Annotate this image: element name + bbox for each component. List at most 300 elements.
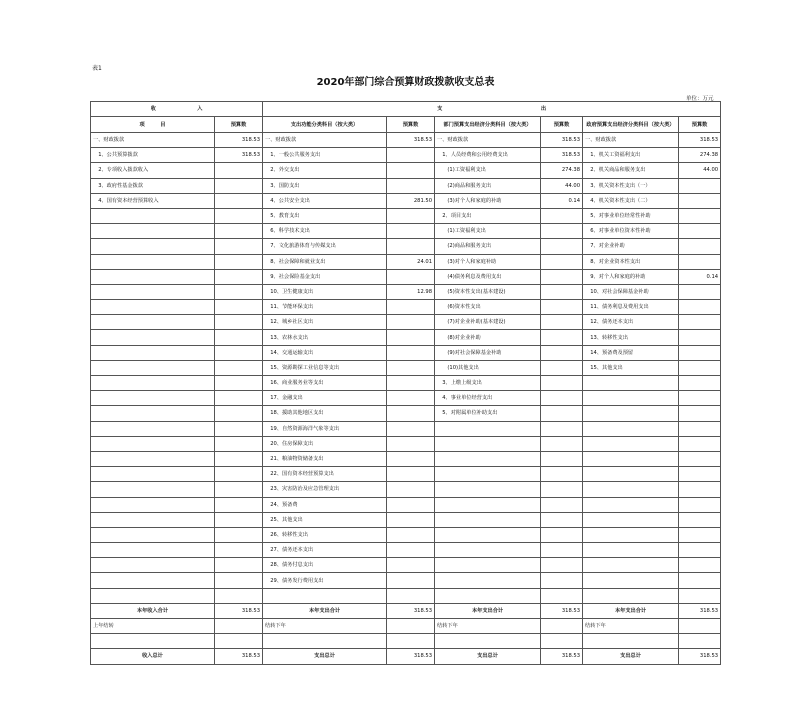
function-item-cell: 24、预备费: [263, 497, 387, 512]
dept-econ-item-cell: 4、事业单位经营支出: [435, 391, 541, 406]
dept-econ-budget-cell: [541, 254, 583, 269]
income-budget-cell: [215, 254, 263, 269]
dept-econ-item-cell: (7)对企业补助(基本建设): [435, 315, 541, 330]
function-item-cell: 19、自然资源海洋气象等支出: [263, 421, 387, 436]
income-item-cell: [91, 254, 215, 269]
carry-forward-label: 结转下年: [583, 619, 679, 634]
income-item-cell: [91, 467, 215, 482]
dept-econ-item-cell: 5、对附属单位补助支出: [435, 406, 541, 421]
income-budget-cell: [215, 300, 263, 315]
expense-grand-total-label: 支出总计: [263, 649, 387, 664]
income-budget-cell: [215, 315, 263, 330]
dept-econ-budget-cell: [541, 497, 583, 512]
dept-econ-item-cell: (2)商品和服务支出: [435, 239, 541, 254]
function-item-cell: 1、一般公共服务支出: [263, 148, 387, 163]
carry-forward-label: 结转下年: [263, 619, 387, 634]
function-item-cell: 12、城乡社区支出: [263, 315, 387, 330]
income-budget-cell: [215, 360, 263, 375]
income-budget-cell: [215, 163, 263, 178]
dept-econ-budget-cell: [541, 451, 583, 466]
dept-econ-item-cell: (5)资本性支出(基本建设): [435, 284, 541, 299]
function-budget-cell: [387, 163, 435, 178]
gov-econ-budget-cell: [679, 239, 721, 254]
function-item-cell: 2、外交支出: [263, 163, 387, 178]
function-budget-cell: [387, 558, 435, 573]
table-row: [91, 527, 721, 542]
table-number: 表1: [92, 65, 102, 72]
function-budget-cell: [387, 588, 435, 603]
function-item-cell: 5、教育支出: [263, 208, 387, 223]
empty-cell: [215, 619, 263, 634]
income-budget-cell: [215, 482, 263, 497]
dept-econ-item-cell: 1、人员经费和公用经费支出: [435, 148, 541, 163]
dept-econ-budget-cell: [541, 467, 583, 482]
gov-econ-item-cell: 15、其他支出: [583, 360, 679, 375]
income-budget-cell: [215, 224, 263, 239]
income-budget-cell: 318.53: [215, 148, 263, 163]
gov-econ-item-cell: 9、对个人和家庭的补助: [583, 269, 679, 284]
expense-year-total-label: 本年支出合计: [435, 603, 541, 618]
function-item-cell: 17、金融支出: [263, 391, 387, 406]
dept-econ-item-cell: [435, 421, 541, 436]
table-row: [91, 148, 721, 163]
income-budget-cell: [215, 376, 263, 391]
gov-econ-item-cell: [583, 406, 679, 421]
income-item-cell: [91, 527, 215, 542]
empty-cell: [263, 634, 387, 649]
table-row: [91, 133, 721, 148]
table-row: [91, 163, 721, 178]
function-budget-cell: 24.01: [387, 254, 435, 269]
gov-econ-budget-cell: 274.38: [679, 148, 721, 163]
dept-econ-item-cell: (1)工资福利支出: [435, 224, 541, 239]
dept-econ-budget-cell: [541, 406, 583, 421]
gov-econ-budget-cell: [679, 527, 721, 542]
dept-econ-budget-cell: [541, 588, 583, 603]
function-item-cell: 10、卫生健康支出: [263, 284, 387, 299]
table-row: [91, 269, 721, 284]
gov-econ-budget-cell: [679, 588, 721, 603]
empty-cell: [387, 634, 435, 649]
income-item-cell: 2、专项收入拨款收入: [91, 163, 215, 178]
empty-cell: [583, 634, 679, 649]
table-row: [91, 239, 721, 254]
function-item-cell: 22、国有资本经营预算支出: [263, 467, 387, 482]
table-row: [91, 573, 721, 588]
function-item-cell: 3、国防支出: [263, 178, 387, 193]
gov-econ-item-cell: [583, 451, 679, 466]
gov-econ-item-cell: 一、财政拨款: [583, 133, 679, 148]
gov-econ-item-cell: [583, 421, 679, 436]
function-budget-cell: [387, 512, 435, 527]
gov-econ-item-cell: [583, 527, 679, 542]
function-budget-cell: [387, 451, 435, 466]
dept-econ-budget-cell: [541, 284, 583, 299]
gov-econ-item-cell: 10、对社会保障基金补助: [583, 284, 679, 299]
gov-econ-budget-cell: [679, 284, 721, 299]
dept-econ-budget-cell: [541, 558, 583, 573]
dept-econ-budget-cell: 318.53: [541, 133, 583, 148]
empty-cell: [215, 634, 263, 649]
function-budget-cell: [387, 269, 435, 284]
table-row: [91, 193, 721, 208]
function-item-cell: 25、其他支出: [263, 512, 387, 527]
income-item-cell: [91, 239, 215, 254]
column-header-budget: 预算数: [679, 117, 721, 133]
function-item-cell: 11、节能环保支出: [263, 300, 387, 315]
function-budget-cell: [387, 345, 435, 360]
function-budget-cell: [387, 436, 435, 451]
expense-year-total-value: 318.53: [541, 603, 583, 618]
dept-econ-budget-cell: [541, 391, 583, 406]
column-header-budget: 预算数: [387, 117, 435, 133]
function-budget-cell: [387, 376, 435, 391]
function-budget-cell: [387, 527, 435, 542]
gov-econ-budget-cell: [679, 421, 721, 436]
dept-econ-item-cell: 2、项目支出: [435, 208, 541, 223]
dept-econ-item-cell: 一、财政拨款: [435, 133, 541, 148]
function-budget-cell: [387, 330, 435, 345]
dept-econ-budget-cell: [541, 300, 583, 315]
table-row: [91, 360, 721, 375]
income-item-cell: [91, 436, 215, 451]
table-row: [91, 391, 721, 406]
gov-econ-item-cell: [583, 391, 679, 406]
income-year-total-label: 本年收入合计: [91, 603, 215, 618]
income-item-cell: [91, 315, 215, 330]
dept-econ-item-cell: [435, 512, 541, 527]
dept-econ-budget-cell: [541, 224, 583, 239]
function-item-cell: 28、债务付息支出: [263, 558, 387, 573]
income-budget-cell: [215, 178, 263, 193]
income-budget-cell: [215, 193, 263, 208]
table-row: [91, 451, 721, 466]
income-item-cell: [91, 512, 215, 527]
income-item-cell: 4、国有资本经营预算收入: [91, 193, 215, 208]
dept-econ-budget-cell: [541, 543, 583, 558]
income-budget-cell: [215, 421, 263, 436]
dept-econ-budget-cell: [541, 376, 583, 391]
gov-econ-budget-cell: [679, 573, 721, 588]
income-budget-cell: [215, 527, 263, 542]
function-budget-cell: [387, 360, 435, 375]
expense-year-total-value: 318.53: [679, 603, 721, 618]
income-item-cell: [91, 482, 215, 497]
income-budget-cell: [215, 436, 263, 451]
table-row: [91, 254, 721, 269]
dept-econ-budget-cell: [541, 360, 583, 375]
gov-econ-budget-cell: [679, 467, 721, 482]
expense-grand-total-label: 支出总计: [435, 649, 541, 664]
function-item-cell: 13、农林水支出: [263, 330, 387, 345]
dept-econ-item-cell: (2)商品和服务支出: [435, 178, 541, 193]
function-item-cell: 4、公共安全支出: [263, 193, 387, 208]
dept-econ-item-cell: [435, 482, 541, 497]
table-row: [91, 512, 721, 527]
income-item-cell: [91, 588, 215, 603]
dept-econ-budget-cell: [541, 345, 583, 360]
dept-econ-item-cell: [435, 588, 541, 603]
gov-econ-budget-cell: [679, 224, 721, 239]
income-item-cell: [91, 391, 215, 406]
table-row: [91, 178, 721, 193]
function-budget-cell: [387, 482, 435, 497]
empty-cell: [679, 634, 721, 649]
income-item-cell: [91, 208, 215, 223]
function-item-cell: 26、转移性支出: [263, 527, 387, 542]
dept-econ-item-cell: (4)债务利息及费用支出: [435, 269, 541, 284]
function-budget-cell: 281.50: [387, 193, 435, 208]
gov-econ-item-cell: 14、预备费及预留: [583, 345, 679, 360]
dept-econ-budget-cell: [541, 330, 583, 345]
function-item-cell: 8、社会保障和就业支出: [263, 254, 387, 269]
empty-cell: [541, 619, 583, 634]
function-item-cell: 21、粮油物资储备支出: [263, 451, 387, 466]
income-grand-total-label: 收入总计: [91, 649, 215, 664]
dept-econ-item-cell: [435, 451, 541, 466]
page-title: 2020年部门综合预算财政拨款收支总表: [316, 77, 495, 88]
function-item-cell: 6、科学技术支出: [263, 224, 387, 239]
table-row: [91, 436, 721, 451]
gov-econ-item-cell: [583, 512, 679, 527]
income-header: 收 入: [91, 102, 263, 117]
function-budget-cell: 12.98: [387, 284, 435, 299]
dept-econ-budget-cell: [541, 436, 583, 451]
income-item-cell: [91, 284, 215, 299]
column-header-function: 支出功能分类科目（按大类）: [263, 117, 387, 133]
table-row: [91, 376, 721, 391]
expense-grand-total-value: 318.53: [541, 649, 583, 664]
function-item-cell: 9、社会保险基金支出: [263, 269, 387, 284]
dept-econ-budget-cell: [541, 573, 583, 588]
dept-econ-budget-cell: [541, 421, 583, 436]
expense-year-total-label: 本年支出合计: [263, 603, 387, 618]
income-item-cell: [91, 224, 215, 239]
expense-grand-total-label: 支出总计: [583, 649, 679, 664]
gov-econ-budget-cell: [679, 178, 721, 193]
gov-econ-item-cell: 7、对企业补助: [583, 239, 679, 254]
function-budget-cell: 318.53: [387, 133, 435, 148]
gov-econ-budget-cell: [679, 451, 721, 466]
income-item-cell: 1、公共预算拨款: [91, 148, 215, 163]
income-budget-cell: [215, 391, 263, 406]
income-grand-total-value: 318.53: [215, 649, 263, 664]
income-item-cell: [91, 330, 215, 345]
dept-econ-item-cell: (1)工资福利支出: [435, 163, 541, 178]
income-budget-cell: [215, 284, 263, 299]
gov-econ-budget-cell: [679, 254, 721, 269]
function-budget-cell: [387, 300, 435, 315]
dept-econ-budget-cell: [541, 527, 583, 542]
unit-label: 单位：万元: [686, 96, 714, 102]
empty-cell: [541, 634, 583, 649]
table-row: [91, 315, 721, 330]
income-budget-cell: [215, 497, 263, 512]
gov-econ-item-cell: 2、机关商品和服务支出: [583, 163, 679, 178]
function-budget-cell: [387, 421, 435, 436]
income-budget-cell: [215, 208, 263, 223]
carry-forward-label: 结转下年: [435, 619, 541, 634]
dept-econ-item-cell: (6)资本性支出: [435, 300, 541, 315]
gov-econ-budget-cell: [679, 436, 721, 451]
expense-grand-total-value: 318.53: [679, 649, 721, 664]
function-budget-cell: [387, 178, 435, 193]
gov-econ-budget-cell: [679, 345, 721, 360]
function-budget-cell: [387, 543, 435, 558]
gov-econ-budget-cell: [679, 330, 721, 345]
table-row: [91, 300, 721, 315]
gov-econ-item-cell: 3、机关资本性支出（一）: [583, 178, 679, 193]
function-item-cell: 20、住房保障支出: [263, 436, 387, 451]
dept-econ-item-cell: [435, 436, 541, 451]
gov-econ-budget-cell: 318.53: [679, 133, 721, 148]
expense-year-total-value: 318.53: [387, 603, 435, 618]
dept-econ-item-cell: (8)对企业补助: [435, 330, 541, 345]
empty-cell: [435, 634, 541, 649]
dept-econ-item-cell: [435, 573, 541, 588]
income-budget-cell: [215, 330, 263, 345]
income-budget-cell: 318.53: [215, 133, 263, 148]
table-row: [91, 482, 721, 497]
function-budget-cell: [387, 208, 435, 223]
dept-econ-item-cell: [435, 527, 541, 542]
gov-econ-budget-cell: 44.00: [679, 163, 721, 178]
income-budget-cell: [215, 406, 263, 421]
dept-econ-budget-cell: 44.00: [541, 178, 583, 193]
income-item-cell: [91, 345, 215, 360]
dept-econ-item-cell: 3、上缴上级支出: [435, 376, 541, 391]
column-header-gov-economic: 政府预算支出经济分类科目（按大类）: [583, 117, 679, 133]
income-item-cell: 3、政府性基金拨款: [91, 178, 215, 193]
gov-econ-item-cell: 12、债务还本支出: [583, 315, 679, 330]
last-year-carry-label: 上年结转: [91, 619, 215, 634]
gov-econ-item-cell: [583, 467, 679, 482]
column-header-budget: 预算数: [215, 117, 263, 133]
expense-header: 支 出: [263, 102, 721, 117]
gov-econ-item-cell: [583, 376, 679, 391]
income-budget-cell: [215, 345, 263, 360]
gov-econ-item-cell: 11、债务利息及费用支出: [583, 300, 679, 315]
table-row: [91, 224, 721, 239]
function-budget-cell: [387, 467, 435, 482]
gov-econ-budget-cell: [679, 360, 721, 375]
column-header-dept-economic: 部门预算支出经济分类科目（按大类）: [435, 117, 541, 133]
function-budget-cell: [387, 391, 435, 406]
gov-econ-budget-cell: [679, 497, 721, 512]
table-row: [91, 588, 721, 603]
income-budget-cell: [215, 239, 263, 254]
gov-econ-item-cell: 13、转移性支出: [583, 330, 679, 345]
income-item-cell: [91, 300, 215, 315]
dept-econ-budget-cell: [541, 269, 583, 284]
table-row: [91, 208, 721, 223]
table-row: [91, 421, 721, 436]
empty-cell: [387, 619, 435, 634]
income-budget-cell: [215, 543, 263, 558]
function-budget-cell: [387, 573, 435, 588]
income-item-cell: [91, 497, 215, 512]
gov-econ-item-cell: 8、对企业资本性支出: [583, 254, 679, 269]
dept-econ-budget-cell: 274.38: [541, 163, 583, 178]
table-row: [91, 330, 721, 345]
column-header-budget: 预算数: [541, 117, 583, 133]
function-budget-cell: [387, 497, 435, 512]
gov-econ-item-cell: [583, 573, 679, 588]
empty-cell: [679, 619, 721, 634]
function-item-cell: 14、交通运输支出: [263, 345, 387, 360]
gov-econ-item-cell: 5、对事业单位经常性补助: [583, 208, 679, 223]
gov-econ-item-cell: [583, 588, 679, 603]
dept-econ-item-cell: (3)对个人和家庭补助: [435, 254, 541, 269]
gov-econ-budget-cell: [679, 391, 721, 406]
income-item-cell: [91, 421, 215, 436]
function-item-cell: 16、商业服务业等支出: [263, 376, 387, 391]
income-item-cell: [91, 269, 215, 284]
table-row: [91, 467, 721, 482]
income-item-cell: [91, 451, 215, 466]
income-budget-cell: [215, 269, 263, 284]
gov-econ-budget-cell: [679, 300, 721, 315]
dept-econ-budget-cell: [541, 482, 583, 497]
dept-econ-item-cell: [435, 558, 541, 573]
function-item-cell: 23、灾害防治及应急管理支出: [263, 482, 387, 497]
function-item-cell: 18、援助其他地区支出: [263, 406, 387, 421]
expense-year-total-label: 本年支出合计: [583, 603, 679, 618]
gov-econ-budget-cell: [679, 208, 721, 223]
gov-econ-budget-cell: [679, 512, 721, 527]
income-item-cell: [91, 376, 215, 391]
income-budget-cell: [215, 512, 263, 527]
dept-econ-item-cell: (3)对个人和家庭的补助: [435, 193, 541, 208]
income-item-cell: [91, 543, 215, 558]
table-row: [91, 284, 721, 299]
function-budget-cell: [387, 224, 435, 239]
dept-econ-item-cell: [435, 467, 541, 482]
gov-econ-budget-cell: 0.14: [679, 269, 721, 284]
table-row: [91, 543, 721, 558]
gov-econ-item-cell: [583, 543, 679, 558]
dept-econ-budget-cell: [541, 512, 583, 527]
income-item-cell: [91, 360, 215, 375]
table-row: [91, 497, 721, 512]
gov-econ-item-cell: [583, 558, 679, 573]
function-item-cell: 27、债务还本支出: [263, 543, 387, 558]
gov-econ-budget-cell: [679, 376, 721, 391]
function-item-cell: 一、财政拨款: [263, 133, 387, 148]
dept-econ-budget-cell: [541, 315, 583, 330]
empty-cell: [91, 634, 215, 649]
gov-econ-item-cell: 6、对事业单位资本性补助: [583, 224, 679, 239]
income-budget-cell: [215, 588, 263, 603]
income-item-cell: [91, 573, 215, 588]
gov-econ-item-cell: 4、机关资本性支出（二）: [583, 193, 679, 208]
gov-econ-item-cell: 1、机关工资福利支出: [583, 148, 679, 163]
table-row: [91, 558, 721, 573]
function-item-cell: [263, 588, 387, 603]
table-body: [91, 133, 721, 604]
function-item-cell: 15、资源勘探工业信息等支出: [263, 360, 387, 375]
budget-table: [90, 101, 721, 665]
gov-econ-item-cell: [583, 497, 679, 512]
gov-econ-item-cell: [583, 436, 679, 451]
gov-econ-budget-cell: [679, 406, 721, 421]
function-budget-cell: [387, 406, 435, 421]
gov-econ-budget-cell: [679, 482, 721, 497]
dept-econ-item-cell: [435, 497, 541, 512]
dept-econ-budget-cell: 0.14: [541, 193, 583, 208]
dept-econ-item-cell: (9)对社会保障基金补助: [435, 345, 541, 360]
expense-grand-total-value: 318.53: [387, 649, 435, 664]
